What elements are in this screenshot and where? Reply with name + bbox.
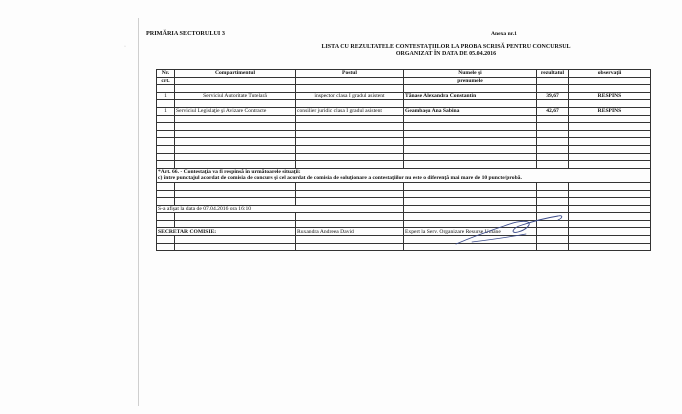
row-nr: 1 <box>157 92 175 100</box>
secretary-row <box>157 228 651 236</box>
table-header-row-2 <box>157 77 651 85</box>
row-department: Serviciul Autoritate Tutelară <box>175 92 296 100</box>
secretary-label: SECRETAR COMISIE: <box>157 228 296 236</box>
row-position: inspector clasa I gradul asistent <box>296 92 404 100</box>
col-header-crt: crt. <box>157 77 175 85</box>
institution-name: PRIMĂRIA SECTORULUI 3 <box>146 30 225 37</box>
note-row <box>157 175 651 182</box>
posted-row <box>157 205 651 213</box>
document-subtitle: ORGANIZAT ÎN DATA DE 05.04.2016 <box>395 51 497 57</box>
document-title: LISTA CU REZULTATELE CONTESTAŢIILOR LA PROBA SCRISĂ PENTRU CONCURSUL <box>321 44 571 50</box>
col-header-department: Compartimentul <box>175 70 296 78</box>
note-row <box>157 168 651 175</box>
row-result: 42,67 <box>537 107 569 115</box>
row-position: consilier juridic clasa I gradul asistent <box>296 107 404 115</box>
row-remarks: RESPINS <box>569 107 651 115</box>
annex-label: Anexa nr.1 <box>491 31 517 37</box>
table-header-row <box>157 70 651 78</box>
col-header-name: Numele şi <box>404 70 537 78</box>
row-result: 39,67 <box>537 92 569 100</box>
row-remarks: RESPINS <box>569 92 651 100</box>
col-header-name-2: prenumele <box>404 77 537 85</box>
contest-rule-note: *Art. 66. - Contestaţia va fi respinsă în următoarele situaţii: <box>157 168 651 175</box>
row-nr: 1 <box>157 107 175 115</box>
row-name: Tănase Alexandra Constantin <box>404 92 537 100</box>
secretary-role: Expert la Serv. Organizare Resurse Umane <box>404 228 537 236</box>
col-header-result: rezultatul <box>537 70 569 78</box>
secretary-name: Ruxandra Andreea David <box>296 228 404 236</box>
col-header-position: Postul <box>296 70 404 78</box>
row-name: Geambaşu Ana Sabina <box>404 107 537 115</box>
results-table <box>156 69 651 251</box>
table-row <box>157 92 651 100</box>
row-department: Serviciul Legislaţie şi Avizare Contracte <box>175 107 296 115</box>
col-header-remarks: observaţii <box>569 70 651 78</box>
scan-speck: · <box>124 44 126 50</box>
col-header-nr: Nr. <box>157 70 175 78</box>
table-row <box>157 107 651 115</box>
handwritten-signature <box>452 208 572 250</box>
contest-rule-clause: c) între punctajul acordat de comisia de concurs şi cel acordat de comisia de soluţionare a contestaţiilor nu este o diferenţă mai mare de 10 puncte/probă. <box>157 175 651 182</box>
posted-date: S-a afişat la data de 07.04.2016 ora 16:10 <box>157 205 404 213</box>
